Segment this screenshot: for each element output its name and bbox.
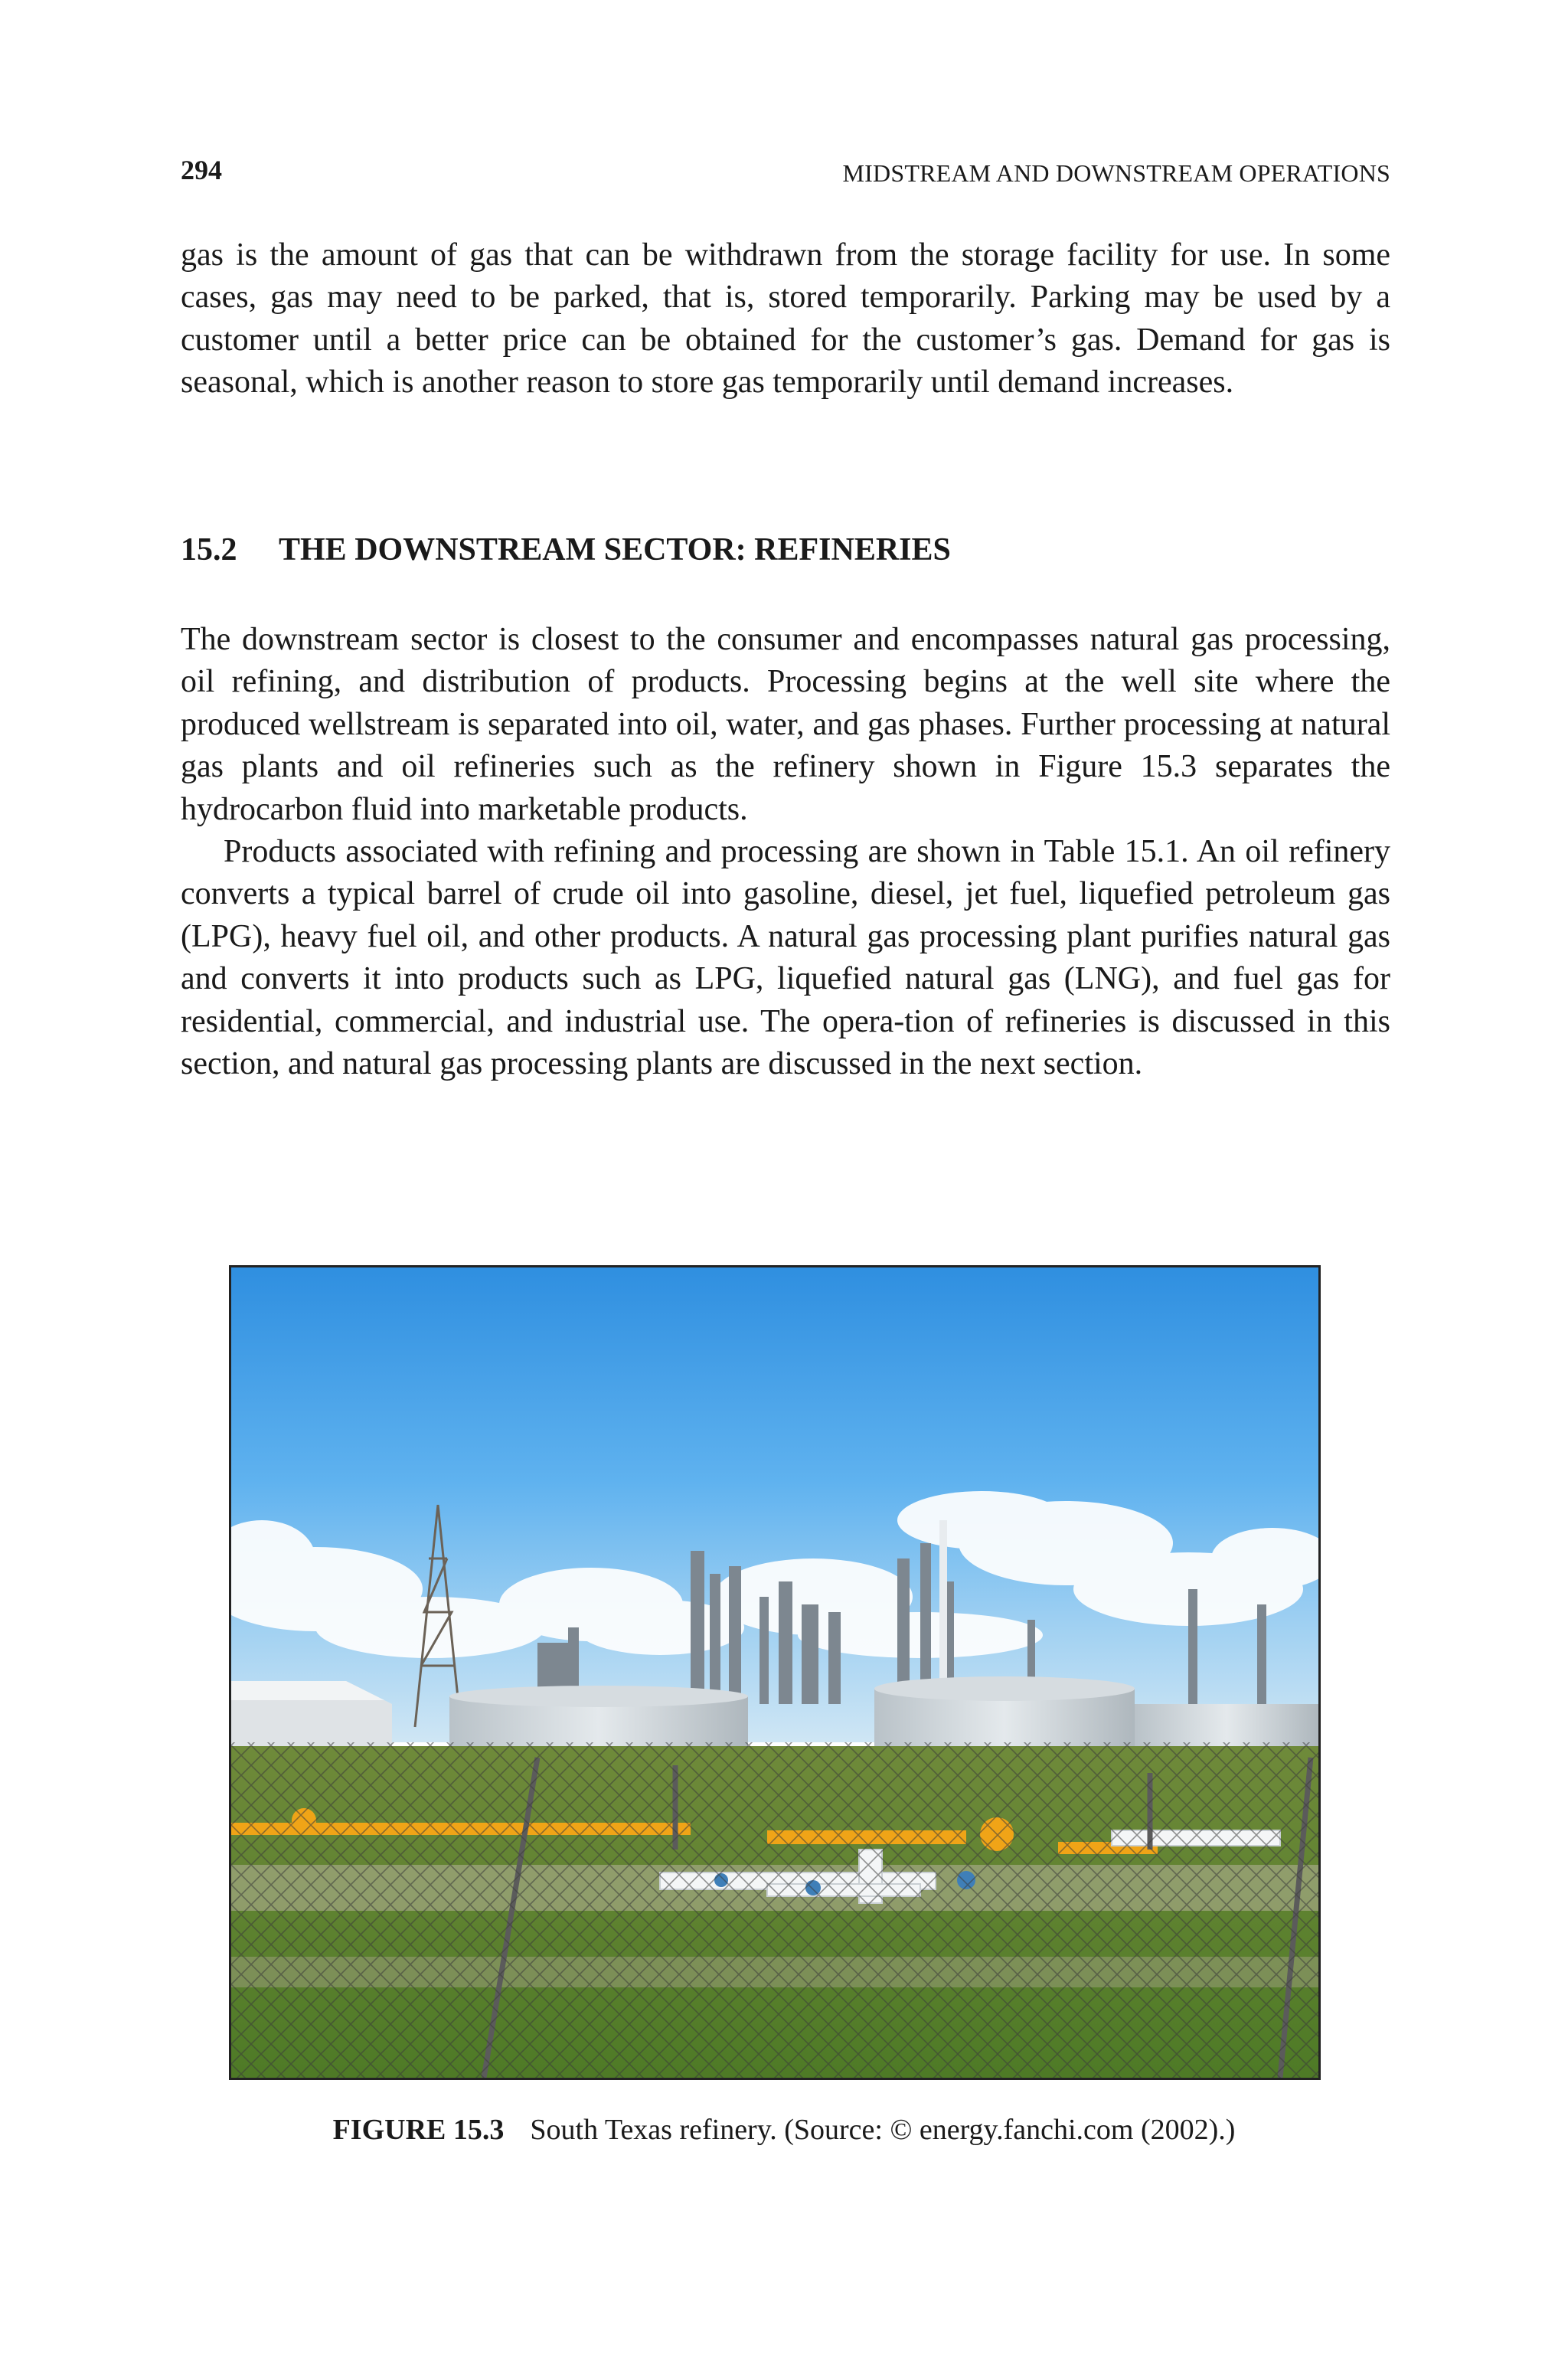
section-number: 15.2 [181,532,237,567]
section-title: THE DOWNSTREAM SECTOR: REFINERIES [279,532,951,567]
figure-caption-text: South Texas refinery. (Source: © energy.fanchi.com (2002).) [530,2114,1236,2146]
refinery-photo-illustration [231,1267,1318,2078]
running-head: MIDSTREAM AND DOWNSTREAM OPERATIONS [842,159,1390,187]
page-number: 294 [181,155,222,185]
figure-label: FIGURE 15.3 [332,2114,505,2146]
paragraph-continued: gas is the amount of gas that can be withdrawn from the storage facility for use. In some cases, gas may need to be parked, that is, stored temporarily. Parking may be used by a customer until a better price can be obtained for the customer’s gas. Demand for gas is seasonal, which is another reason to store gas temporarily until demand increases. [181,237,1390,401]
figure-caption [0,2111,1568,2149]
paragraph-products: Products associated with refining and processing are shown in Table 15.1. An oil refinery converts a typical barrel of crude oil into gasoline, diesel, jet fuel, liquefied petroleum gas (LPG), heavy fuel oil, and other products. A natural gas processing plant purifies natural gas and converts it into products such as LPG, liquefied natural gas (LNG), and fuel gas for residential, commercial, and industrial use. The opera-tion of refineries is discussed in this section, and natural gas processing plants are discussed in the next section. [181,834,1390,1082]
figure-refinery-photo [229,1265,1321,2080]
body-text-section [181,619,1390,1085]
paragraph-downstream: The downstream sector is closest to the consumer and encompasses natural gas processing, oil refining, and distribution of products. Processing begins at the well site where the produced wellstream is separated into oil, water, and gas phases. Further processing at natural gas plants and oil refineries such as the refinery shown in Figure 15.3 separates the hydrocarbon fluid into marketable products. [181,622,1390,827]
section-heading [181,528,951,571]
body-text-continued [181,234,1390,404]
